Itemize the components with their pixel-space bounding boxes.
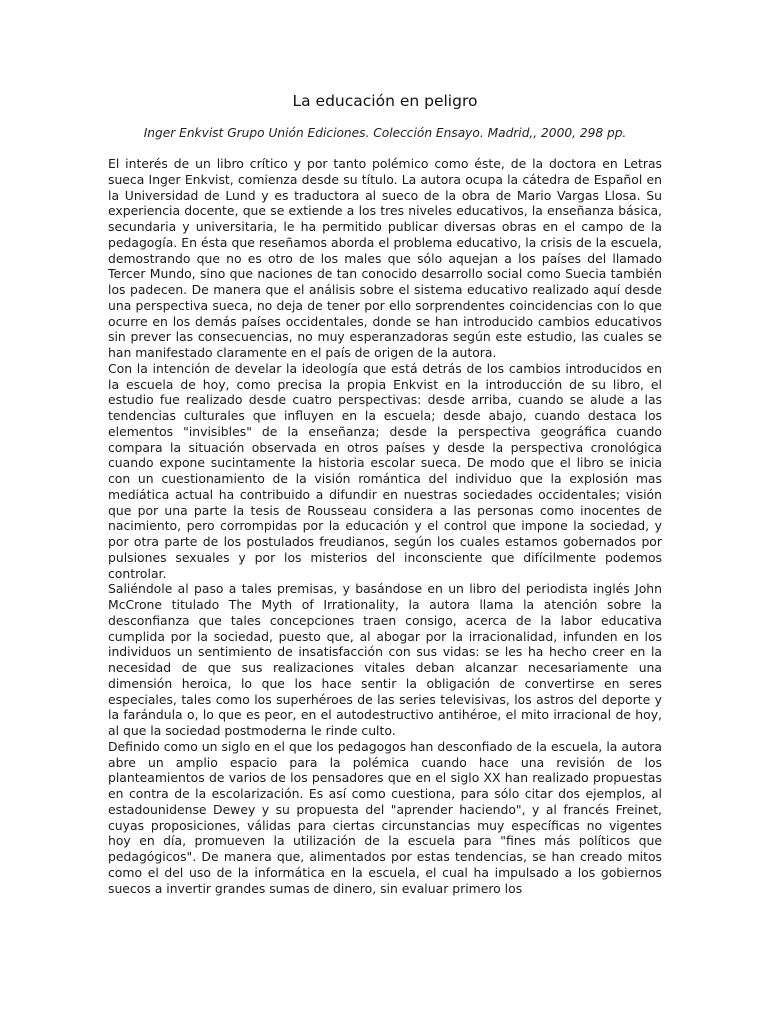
document-body: [108, 156, 662, 896]
body-paragraph: Con la intención de develar la ideología que está detrás de los cambios introducidos en la escuela de hoy, como precisa la propia Enkvist en la introducción de su libro, el estudio fue realizado desde cuatro perspectivas: desde arriba, cuando se alude a las tendencias culturales que influyen en la escuela; desde abajo, cuando destaca los elementos "invisibles" de la enseñanza; desde la perspectiva geográfica cuando compara la situación observada en otros países y desde la perspectiva cronológica cuando expone sucintamente la historia escolar sueca. De modo que el libro se inicia con un cuestionamiento de la visión romántica del individuo que la explosión mas mediática actual ha contribuido a difundir en nuestras sociedades occidentales; visión que por una parte la tesis de Rousseau considera a las personas como inocentes de nacimiento, pero corrompidas por la educación y el control que impone la sociedad, y por otra parte de los postulados freudianos, según los cuales estamos gobernados por pulsiones sexuales y por los misterios del inconsciente que difícilmente podemos controlar.: [108, 360, 662, 581]
document-title: La educación en peligro: [292, 92, 478, 110]
book-citation: Inger Enkvist Grupo Unión Ediciones. Colección Ensayo. Madrid,, 2000, 298 pp.: [143, 126, 627, 140]
body-paragraph: El interés de un libro crítico y por tanto polémico como éste, de la doctora en Letras sueca Inger Enkvist, comienza desde su título. La autora ocupa la cátedra de Español en la Universidad de Lund y es traductora al sueco de la obra de Mario Vargas Llosa. Su experiencia docente, que se extiende a los tres niveles educativos, la enseñanza básica, secundaria y universitaria, le ha permitido publicar diversas obras en el campo de la pedagogía. En ésta que reseñamos aborda el problema educativo, la crisis de la escuela, demostrando que no es otro de los males que sólo aquejan a los países del llamado Tercer Mundo, sino que naciones de tan conocido desarrollo social como Suecia también los padecen. De manera que el análisis sobre el sistema educativo realizado aquí desde una perspectiva sueca, no deja de tener por ello sorprendentes coincidencias con lo que ocurre en los demás países occidentales, donde se han introducido cambios educativos sin prever las consecuencias, no muy esperanzadoras según este estudio, las cuales se han manifestado claramente en el país de origen de la autora.: [108, 156, 662, 360]
body-paragraph: Saliéndole al paso a tales premisas, y basándose en un libro del periodista inglés John McCrone titulado The Myth of Irrationality, la autora llama la atención sobre la desconfianza que tales concepciones traen consigo, acerca de la labor educativa cumplida por la sociedad, puesto que, al abogar por la irracionalidad, infunden en los individuos un sentimiento de insatisfacción con sus vidas: se les ha hecho creer en la necesidad de que sus realizaciones vitales deban alcanzar necesariamente una dimensión heroica, lo que los hace sentir la obligación de convertirse en seres especiales, tales como los superhéroes de las series televisivas, los astros del deporte y la farándula o, lo que es peor, en el autodestructivo antihéroe, el mito irracional de hoy, al que la sociedad postmoderna le rinde culto.: [108, 581, 662, 738]
document-page: [108, 88, 662, 896]
body-paragraph: Definido como un siglo en el que los pedagogos han desconfiado de la escuela, la autora abre un amplio espacio para la polémica cuando hace una revisión de los planteamientos de varios de los pensadores que en el siglo XX han realizado propuestas en contra de la escolarización. Es así como cuestiona, para sólo citar dos ejemplos, al estadounidense Dewey y su propuesta del "aprender haciendo", y al francés Freinet, cuyas proposiciones, válidas para ciertas circunstancias muy específicas no vigentes hoy en día, promueven la utilización de la escuela para "fines más políticos que pedagógicos". De manera que, alimentados por estas tendencias, se han creado mitos como el del uso de la informática en la escuela, el cual ha impulsado a los gobiernos suecos a invertir grandes sumas de dinero, sin evaluar primero los: [108, 738, 662, 896]
